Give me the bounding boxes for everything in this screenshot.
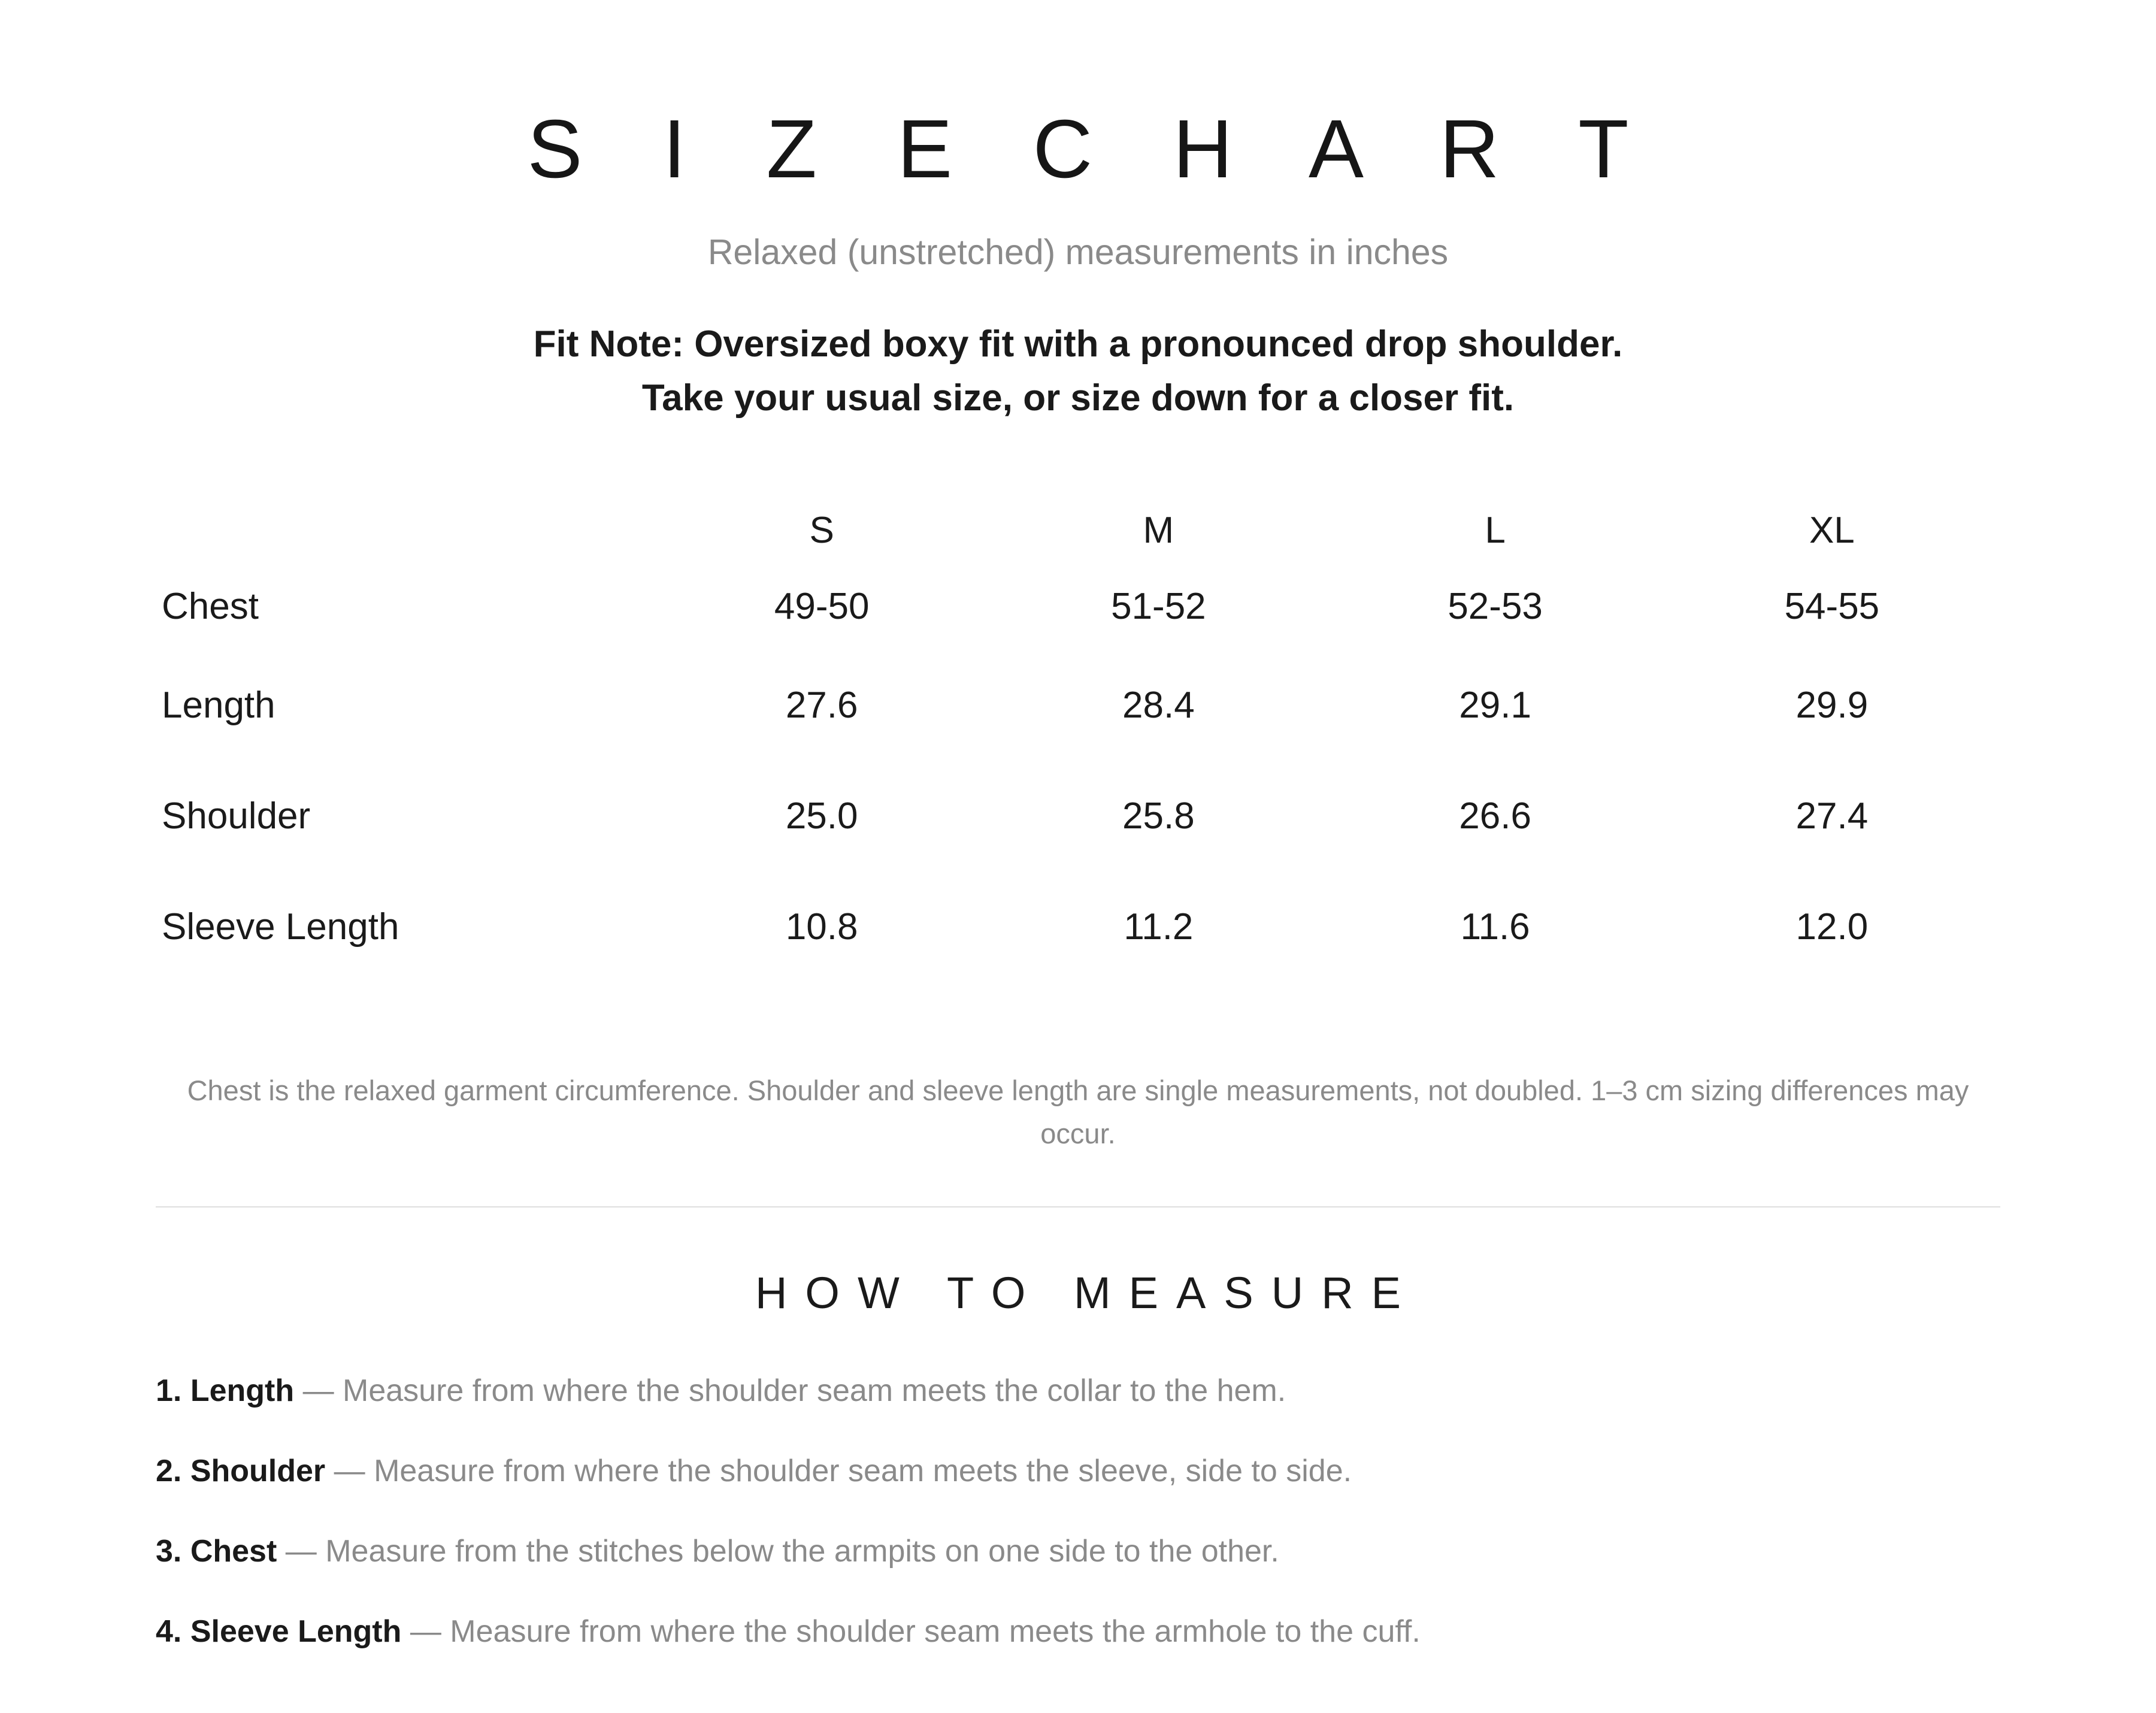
table-cell: 29.1	[1459, 685, 1531, 726]
step-description: Measure from where the shoulder seam meets the collar to the hem.	[343, 1373, 1286, 1408]
table-cell: 54-55	[1784, 586, 1880, 627]
empty-header-cell	[156, 497, 653, 563]
row-label-shoulder: Shoulder	[162, 795, 311, 837]
fit-note-line-2: Take your usual size, or size down for a closer fit.	[641, 377, 1515, 419]
size-header-s: S	[809, 509, 834, 551]
list-item	[156, 1533, 2000, 1614]
row-label-chest: Chest	[162, 586, 259, 627]
row-label-length: Length	[162, 685, 275, 726]
table-cell: 27.4	[1795, 795, 1869, 837]
table-cell: 25.0	[785, 795, 858, 837]
table-cell: 52-53	[1448, 586, 1543, 627]
step-description: Measure from the stitches below the armpits on one side to the other.	[325, 1534, 1279, 1569]
step-name: 1. Length	[156, 1373, 295, 1408]
step-separator: —	[334, 1454, 365, 1488]
measurement-footnote: Chest is the relaxed garment circumference. Shoulder and sleeve length are single measurements, not doubled. 1–3 cm sizing differences may occur.	[187, 1075, 1969, 1149]
step-description: Measure from where the shoulder seam meets the armhole to the cuff.	[450, 1614, 1421, 1649]
section-divider	[156, 1206, 2000, 1207]
step-separator: —	[302, 1373, 334, 1408]
how-to-measure-title: HOW TO MEASURE	[755, 1268, 1419, 1318]
size-header-l: L	[1485, 509, 1506, 551]
table-row-length	[156, 650, 2000, 761]
page-subtitle: Relaxed (unstretched) measurements in inches	[707, 232, 1449, 272]
table-cell: 26.6	[1459, 795, 1531, 837]
step-separator: —	[285, 1534, 317, 1569]
fit-note	[0, 317, 2156, 425]
table-cell: 27.6	[785, 685, 858, 726]
step-description: Measure from where the shoulder seam meets the sleeve, side to side.	[374, 1454, 1352, 1488]
page-title: S I Z E C H A R T	[527, 103, 1658, 195]
table-cell: 51-52	[1111, 586, 1206, 627]
size-table	[156, 497, 2000, 982]
table-cell: 49-50	[774, 586, 870, 627]
size-header-m: M	[1143, 509, 1174, 551]
row-label-sleeve-length: Sleeve Length	[162, 906, 399, 948]
table-row-shoulder	[156, 761, 2000, 871]
step-separator: —	[410, 1614, 441, 1649]
step-name: 4. Sleeve Length	[156, 1614, 402, 1649]
table-cell: 29.9	[1795, 685, 1869, 726]
table-cell: 11.6	[1460, 906, 1530, 948]
step-name: 3. Chest	[156, 1534, 277, 1569]
table-row-chest	[156, 563, 2000, 650]
table-row-sleeve-length	[156, 871, 2000, 982]
table-cell: 10.8	[785, 906, 858, 948]
fit-note-line-1: Fit Note: Oversized boxy fit with a pronounced drop shoulder.	[533, 323, 1623, 365]
measure-steps-list	[156, 1373, 2000, 1694]
list-item	[156, 1373, 2000, 1453]
table-cell: 28.4	[1122, 685, 1195, 726]
size-header-row	[156, 497, 2000, 563]
table-cell: 11.2	[1124, 906, 1194, 948]
step-name: 2. Shoulder	[156, 1454, 326, 1488]
table-cell: 12.0	[1795, 906, 1869, 948]
list-item	[156, 1453, 2000, 1533]
list-item	[156, 1614, 2000, 1694]
table-cell: 25.8	[1122, 795, 1195, 837]
size-header-xl: XL	[1809, 509, 1855, 551]
